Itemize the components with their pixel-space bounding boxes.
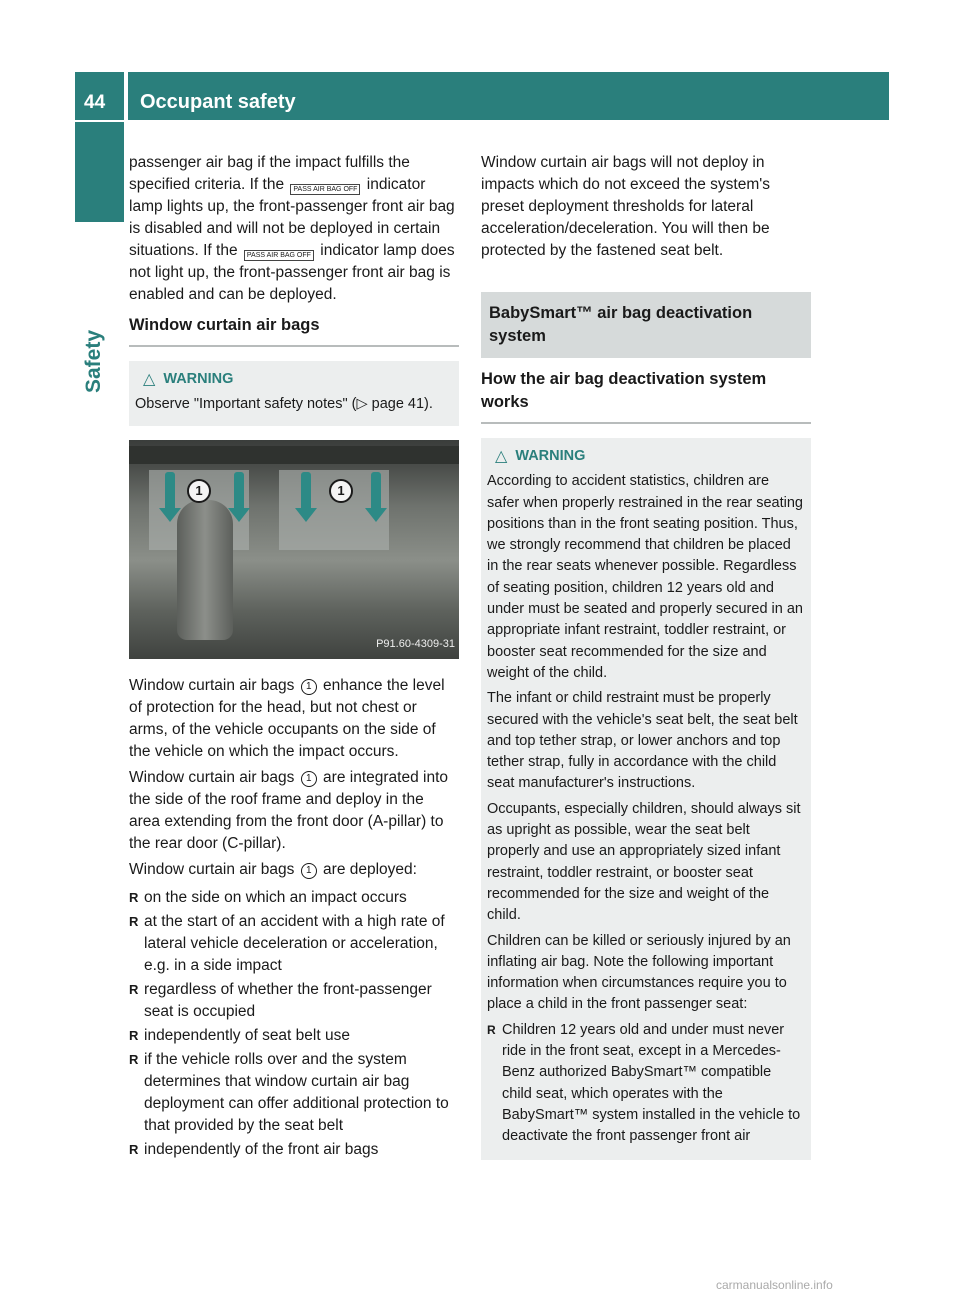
right-intro: Window curtain air bags will not deploy in impacts which do not exceed the system's preset deployment thresholds for lateral acceleration/deceleration. You will then be protected by the fastened seat belt. [481, 154, 770, 259]
airbag-off-indicator-icon: PASS AIR BAG OFF [290, 184, 360, 195]
window-curtain-heading: Window curtain air bags [129, 316, 320, 334]
warning-paragraph: The infant or child restraint must be properly secured with the vehicle's seat belt, the seat belt and top tether strap, or lower anchors and top tether strap, fully in accordance with the child seat manufacturer's instructions. [487, 690, 798, 792]
list-item: R independently of the front air bags [129, 1139, 459, 1161]
photo-callout: 1 [187, 479, 211, 503]
paragraph: Window curtain air bags 1 enhance the level of protection for the head, but not chest or arms, of the vehicle occupants on the side of the vehicle on which the impact occurs. [129, 676, 445, 760]
callout-icon: 1 [301, 771, 317, 787]
warning-list [487, 1020, 805, 1148]
list-item: R on the side on which an impact occurs [129, 887, 459, 909]
deploy-list [129, 887, 459, 1161]
paragraph: Window curtain air bags 1 are integrated into the side of the roof frame and deploy in the area extending from the front door (A-pillar) to the rear door (C-pillar). [129, 768, 448, 852]
warning-title: WARNING [163, 371, 234, 387]
list-item: R at the start of an accident with a high rate of lateral vehicle deceleration or acceleration, e.g. in a side impact [129, 911, 459, 977]
warning-icon: △ [143, 371, 156, 388]
warning-paragraph: According to accident statistics, children are safer when properly restrained in the rear seating positions than in the front seating position. Thus, we strongly recommend that children be placed in the rear seats whenever possible. Regardless of seating position, children 12 years old and under must be seated and properly secured in an appropriate infant restraint, toddler restraint, or booster seat recommended for the size and weight of the child. [487, 473, 803, 681]
deploy-arrow-icon [165, 472, 175, 512]
left-intro: passenger air bag if the impact fulfills the specified criteria. If the PASS AIR BAG OFF indicator lamp lights up, the front-passenger front air bag is disabled and will not be deployed in certain situations. If the PASS AIR BAG OFF indicator lamp does not light up, the front-passenger front air bag is enabled and can be deployed. [129, 154, 455, 303]
warning-icon: △ [495, 448, 508, 465]
callout-icon: 1 [301, 863, 317, 879]
deploy-arrow-icon [301, 472, 311, 512]
warning-box [129, 361, 459, 426]
left-column [129, 152, 459, 1163]
warning-box [481, 438, 811, 1160]
paragraph: Window curtain air bags 1 are deployed: [129, 860, 417, 878]
list-item: R Children 12 years old and under must never ride in the front seat, except in a Mercedes-Benz authorized BabySmart™ compatible child seat, which operates with the BabySmart™ system installed in the vehicle to deactivate the front passenger front air [487, 1020, 805, 1148]
warning-paragraph: Occupants, especially children, should always sit as upright as possible, wear the seat belt properly and use an appropriately sized infant restraint, toddler restraint, or booster seat recommended for the size and weight of the child. [487, 800, 801, 924]
airbag-off-indicator-icon: PASS AIR BAG OFF [244, 250, 314, 261]
curtain-airbag-photo [129, 440, 459, 659]
deactivation-heading: How the air bag deactivation system works [481, 370, 767, 411]
divider [129, 345, 459, 347]
divider [481, 422, 811, 424]
photo-code: P91.60-4309-31 [376, 637, 455, 650]
warning-paragraph: Children can be killed or seriously injured by an inflating air bag. Note the following important information when circumstances require you to place a child in the front passenger seat: [487, 932, 791, 1013]
babysmart-heading: BabySmart™ air bag deactivation system [481, 292, 811, 358]
list-item: R if the vehicle rolls over and the system determines that window curtain air bag deployment can offer additional protection to that provided by the seat belt [129, 1049, 459, 1137]
photo-callout: 1 [329, 479, 353, 503]
footer-watermark: carmanualsonline.info [716, 1278, 833, 1292]
side-label: Safety [82, 330, 105, 394]
deploy-arrow-icon [234, 472, 244, 512]
callout-icon: 1 [301, 679, 317, 695]
warning-title: WARNING [515, 448, 586, 464]
page-number: 44 [84, 92, 106, 113]
side-tab [75, 122, 124, 222]
section-title: Occupant safety [140, 91, 296, 113]
header-divider [124, 72, 128, 120]
deploy-arrow-icon [371, 472, 381, 512]
right-column [481, 152, 811, 1160]
list-item: R regardless of whether the front-passenger seat is occupied [129, 979, 459, 1023]
warning-text: Observe "Important safety notes" (▷ page 41). [135, 396, 433, 413]
list-item: R independently of seat belt use [129, 1025, 459, 1047]
